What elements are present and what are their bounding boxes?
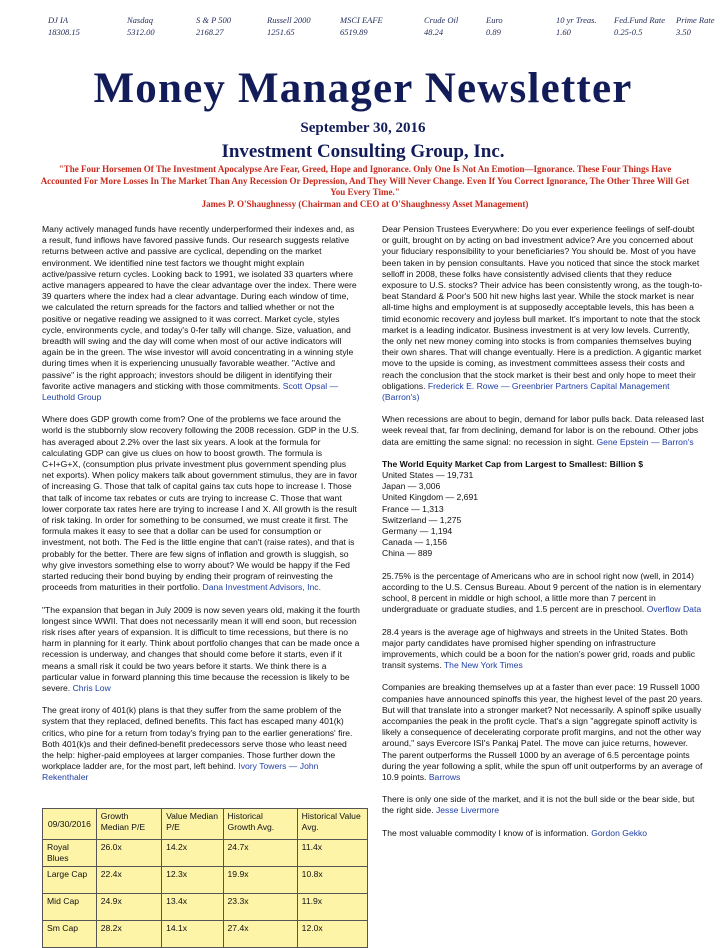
article-source-link[interactable]: The New York Times bbox=[443, 660, 523, 671]
article bbox=[382, 224, 704, 403]
article-source-link[interactable]: Gordon Gekko bbox=[591, 827, 648, 838]
article-text: The most valuable commodity I know of is information. bbox=[382, 827, 589, 838]
ticker-item: 10 yr Treas. 1.60 bbox=[556, 15, 597, 37]
article bbox=[42, 605, 360, 695]
article bbox=[382, 414, 704, 448]
table-cell: 10.8x bbox=[297, 867, 367, 894]
table-cell: 27.4x bbox=[223, 921, 297, 948]
table-cell: 12.0x bbox=[297, 921, 367, 948]
article-text: Dear Pension Trustees Everywhere: Do you ever experience feelings of self-doubt or guilt, brought on by acting on bad investment advice? Are you concerned about your fiduciary responsibility to your beneficiaries? You should be. Most of you have been taken in by pension consultants. Have you noticed that since the stock market selloff in 2008, these folks have consistently advised clients that they reduce exposure to U.S. stocks? Their advice has been consistently wrong, as the tough-to-beat Standard & Poor's 500 hit new highs last year. While the stock market is near all-time highs and employment is at supposedly acceptable levels, this has been a timid economic recovery and joyless bull market. It's important to note that the stock market is a leading indicator. Business investment is at very low levels. Currently, the only net new money coming into stocks is from companies themselves buying their own shares. That will change eventually. Here is a prediction. A gigantic market move to the upside is coming, as investment committees assess their costs and reach the conclusion that the stock market is their best and only hope to meet their obligations. bbox=[382, 224, 703, 391]
table-cell: 14.2x bbox=[162, 840, 223, 867]
ticker-item: Fed.Fund Rate 0.25-0.5 bbox=[614, 15, 665, 37]
list-item: Germany — 1,194 bbox=[382, 526, 453, 537]
article bbox=[382, 828, 704, 839]
ticker-item: Euro 0.89 bbox=[486, 15, 503, 37]
table-header-cell: Value Median P/E bbox=[162, 809, 223, 840]
table-cell: 11.4x bbox=[297, 840, 367, 867]
table-cell: 22.4x bbox=[96, 867, 161, 894]
article-text: 28.4 years is the average age of highways and streets in the United States. Both major party candidates have promised higher spending on infrastructure improvements, which could be a boon for the nation's power grid, roads and public transit systems. bbox=[382, 626, 696, 671]
article-source-link[interactable]: Gene Epstein — Barron's bbox=[596, 436, 694, 447]
market-ticker bbox=[0, 14, 726, 48]
article-text: Companies are breaking themselves up at a faster than ever pace: 19 Russell 1000 companies have announced spinoffs this year, the highest level of the past 20 years. But will that translate into a stronger market? Not necessarily. A spinoff spike usually accompanies the peak in the profit cycle. That's a sign "aggregate spinoff activity is likely a consequence of decelerating corporate profit margins, and not the other way around," says Evercore ISI's Pankaj Patel. The move can juice returns, however. The parent outperforms the Russell 1000 by an average of 6.5 percentage points during the year following a split, while the spun off unit outperforms by an average of 10.9 points. bbox=[382, 682, 703, 782]
table-cell: 26.0x bbox=[96, 840, 161, 867]
article-source-link[interactable]: Frederick E. Rowe — Greenbrier Partners Capital Management (Barron's) bbox=[382, 380, 670, 403]
article bbox=[382, 627, 704, 672]
world-market-cap-title: The World Equity Market Cap from Largest to Smallest: Billion $ bbox=[382, 458, 644, 469]
article-source-link[interactable]: Overflow Data bbox=[646, 604, 702, 615]
table-cell: Large Cap bbox=[43, 867, 97, 894]
article-text: Where does GDP growth come from? One of the problems we face around the world is the stubbornly slow recovery following the 2008 recession. GDP in the U.S. has averaged about 2.2% over the last six years. A look at the formula for calculating GDP can give us clues on how to boost growth. The formula is C+I+G+X, (consumption plus private investment plus government spending plus net exports). When policy makers talk about government stimulus, they are in favor of increasing G. Those that talk of capital gains tax cuts hope to increase I. Those that talk of income tax rebates or cuts are trying to increase C. Those that want lower corporate tax rates here are trying to increase I and X. All growth is the result of risk taking. In order for something to be consumed, we must create it first. The formula makes it easy to see that a dollar can be used for consumption or investment, not both. The Fed is the little engine that can't (raise rates), and that is probably for the better. There are few signs of inflation and growth is sluggish, so why give investors something else to worry about? We would be happy if the Fed started reducing their bond buying by ending their program of reinvesting the proceeds from maturities in their portfolio. bbox=[42, 414, 360, 593]
table-cell: 19.9x bbox=[223, 867, 297, 894]
table-cell: 14.1x bbox=[162, 921, 223, 948]
list-item: France — 1,313 bbox=[382, 503, 444, 514]
article-text: "The expansion that began in July 2009 is now seven years old, making it the fourth longest since WWII. That does not necessarily mean it will end soon, but recession risk rises after years of expansion. It is difficult to time recessions, but there is no harm in planning for it early. Think about portfolio changes that can be made once a recession is underway, and changes that should come before it starts, even if it means a small risk it could be two years before it starts. We think there is a particular value in forward planning this time because the recession is likely to be severe. bbox=[42, 604, 360, 693]
table-cell: 13.4x bbox=[162, 894, 223, 921]
table-header-cell: Growth Median P/E bbox=[96, 809, 161, 840]
article bbox=[42, 224, 360, 403]
article-source-link[interactable]: Jesse Livermore bbox=[435, 805, 500, 816]
ticker-item: Russell 2000 1251.65 bbox=[267, 15, 311, 37]
table-row bbox=[43, 867, 368, 894]
world-market-cap-list bbox=[382, 459, 704, 560]
table-cell: 24.9x bbox=[96, 894, 161, 921]
quote-attribution: James P. O'Shaughnessy (Chairman and CEO at O'Shaughnessy Asset Management) bbox=[201, 198, 529, 209]
article bbox=[382, 571, 704, 616]
article bbox=[42, 705, 360, 783]
table-row bbox=[43, 921, 368, 948]
table-row bbox=[43, 894, 368, 921]
list-item: China — 889 bbox=[382, 548, 433, 559]
article-text: 25.75% is the percentage of Americans who are in school right now (well, in 2014) according to the U.S. Census Bureau. About 9 percent of the nation is in elementary school, 8 percent in middle or high school, a little more than 7 percent in undergraduate or graduate studies, and 1.5 percent are in preschool. bbox=[382, 570, 702, 615]
table-cell: 28.2x bbox=[96, 921, 161, 948]
article-source-link[interactable]: Scott Opsal — Leuthold Group bbox=[42, 380, 339, 403]
list-item: United States — 19,731 bbox=[382, 470, 474, 481]
list-item: Switzerland — 1,275 bbox=[382, 514, 462, 525]
ticker-item: S & P 500 2168.27 bbox=[196, 15, 232, 37]
article-source-link[interactable]: Ivory Towers — John Rekenthaler bbox=[42, 761, 319, 783]
table-cell: Royal Blues bbox=[43, 840, 97, 867]
table-cell: Mid Cap bbox=[43, 894, 97, 921]
article-source-link[interactable]: Chris Low bbox=[72, 682, 111, 693]
firm-name: Investment Consulting Group, Inc. bbox=[221, 141, 505, 162]
ticker-item: Nasdaq 5312.00 bbox=[127, 15, 155, 37]
table-header-cell: Historical Value Avg. bbox=[297, 809, 367, 840]
list-item: Canada — 1,156 bbox=[382, 537, 447, 548]
table-header-cell: 09/30/2016 bbox=[43, 809, 97, 840]
quote-text: "The Four Horsemen Of The Investment Apocalypse Are Fear, Greed, Hope and Ignorance. Only One Is Not An Emotion—Ignorance. These Four Things Have Accounted For More Losses In The Market Than Any Recession Or Depression, And They Will Never Change. Even If You Correct Ignorance, The Other Three Will Get You Every Time." bbox=[40, 164, 690, 197]
left-column bbox=[42, 224, 360, 795]
pe-ratio-table bbox=[42, 808, 368, 948]
list-item: Japan — 3,006 bbox=[382, 481, 441, 492]
article bbox=[382, 682, 704, 783]
ticker-item: Crude Oil 48.24 bbox=[424, 15, 459, 37]
newsletter-title: Money Manager Newsletter bbox=[93, 65, 633, 112]
article-text: When recessions are about to begin, demand for labor pulls back. Data released last week reveal that, far from declining, demand for labor is on the rebound. Other jobs data are emitting the same signal: no recession in sight. bbox=[382, 414, 704, 447]
table-header-cell: Historical Growth Avg. bbox=[223, 809, 297, 840]
article-text: The great irony of 401(k) plans is that they suffer from the same problem of the system that they replaced, defined benefits. This fact has escaped many 401(k) critics, who pine for a return from today's frying pan to the earlier generations' fire. Both 401(k)s and their defined-benefit predecessors serve those who least need the help: higher-paid employees at larger companies. Those further down the workplace ladder are, for the most part, left behind. bbox=[42, 705, 353, 772]
table-cell: Sm Cap bbox=[43, 921, 97, 948]
article bbox=[382, 794, 704, 816]
table-header-row bbox=[43, 809, 368, 840]
article-source-link[interactable]: Barrows bbox=[428, 771, 461, 782]
ticker-item: DJ IA 18308.15 bbox=[48, 15, 80, 37]
article-text: Many actively managed funds have recently underperformed their indexes and, as a result, fund inflows have favored passive funds. Our research suggests relative returns between active and passive are cyclical, depending on the market environment. We identified nine test factors we thought might explain active/passive return cycles. Looking back to 1991, we isolated 33 quarters where active managers appeared to have the clear advantage over the index. There were 39 quarters where the index had a clear advantage. During each window of time, we calculated the return spreads for the factors and tallied whether or not the positive or negative reading we assigned to it was correct. Market cycle, styles cycle, environments cycle, and today's 0-fer tally will change. Size, valuation, and breadth will swing and the day will come when most of our active indicators will again be in the green. The wise investor will avoid concentrating in a winning style during times when it is experiencing unusually favorable weather. "Active and passive" is the right approach; investors should be diligent in identifying their favorite active managers and sticking with those commitments. bbox=[42, 224, 357, 391]
table-cell: 24.7x bbox=[223, 840, 297, 867]
ticker-item: Prime Rate 3.50 bbox=[676, 15, 715, 37]
table-cell: 12.3x bbox=[162, 867, 223, 894]
list-item: United Kingdom — 2,691 bbox=[382, 492, 479, 503]
table-row bbox=[43, 840, 368, 867]
article-source-link[interactable]: Dana Investment Advisors, Inc. bbox=[202, 582, 321, 593]
article-text: There is only one side of the market, and it is not the bull side or the bear side, but the right side. bbox=[382, 794, 695, 816]
right-column bbox=[382, 224, 704, 850]
feature-quote bbox=[40, 164, 690, 210]
article bbox=[42, 414, 360, 593]
issue-date: September 30, 2016 bbox=[300, 120, 426, 136]
table-cell: 23.3x bbox=[223, 894, 297, 921]
ticker-item: MSCI EAFE 6519.89 bbox=[340, 15, 383, 37]
table-cell: 11.9x bbox=[297, 894, 367, 921]
